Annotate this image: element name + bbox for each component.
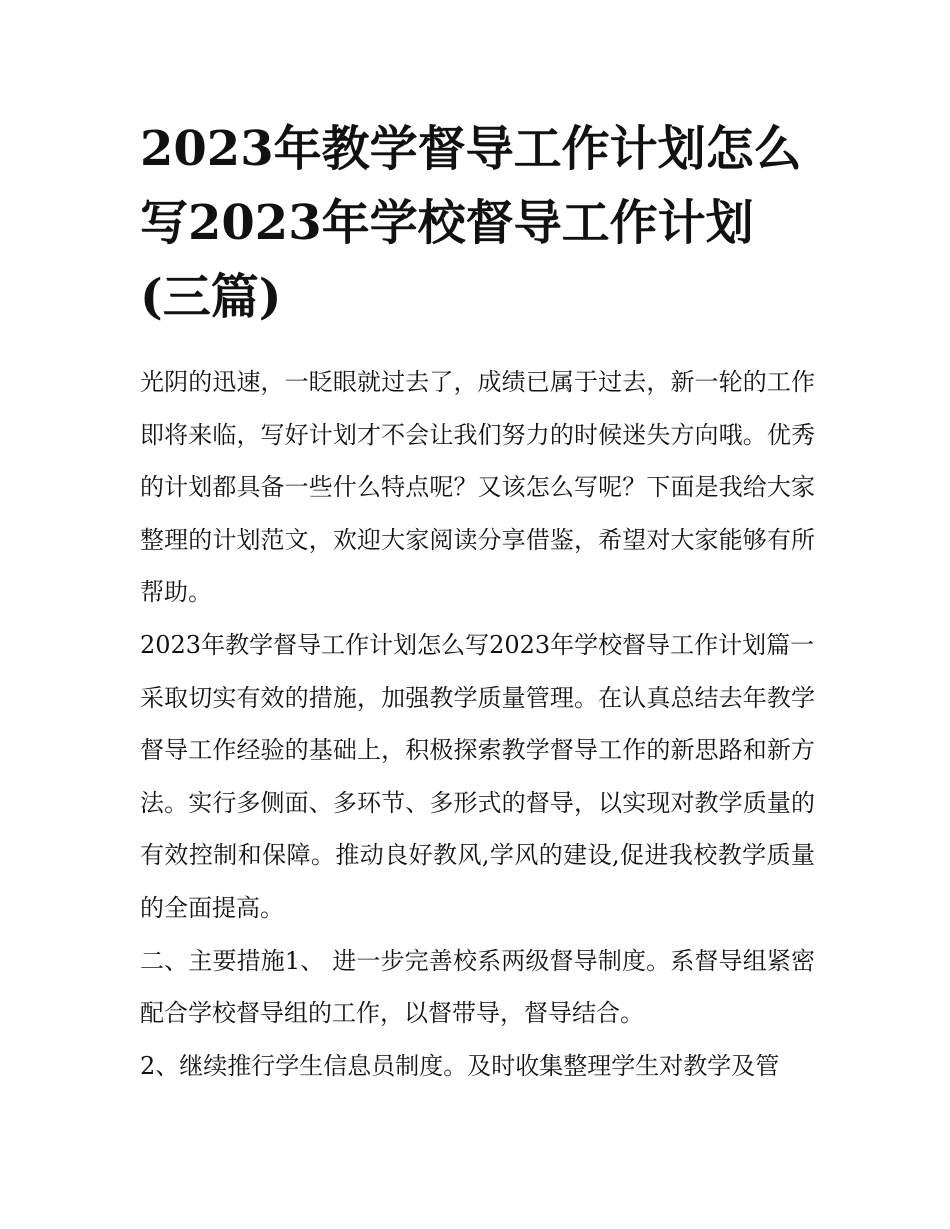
- measures-item-2: 2、继续推行学生信息员制度。及时收集整理学生对教学及管: [140, 1051, 780, 1080]
- document-title: 2023年教学督导工作计划怎么写2023年学校督导工作计划(三篇): [140, 121, 802, 325]
- body-paragraph: 采取切实有效的措施，加强教学质量管理。在认真总结去年教学督导工作经验的基础上，积极探索教学督导工作的新思路和新方法。实行多侧面、多环节、多形式的督导，以实现对教学质量的有效控制和保障。推动良好教风,学风的建设,促进我校教学质量的全面提高。: [140, 683, 815, 922]
- document-body: [140, 356, 815, 1092]
- section-heading: 2023年教学督导工作计划怎么写2023年学校督导工作计划篇一: [140, 630, 815, 659]
- measures-paragraph: 二、主要措施1、 进一步完善校系两级督导制度。系督导组紧密配合学校督导组的工作，以督带导，督导结合。: [140, 946, 815, 1028]
- intro-paragraph: 光阴的迅速，一眨眼就过去了，成绩已属于过去，新一轮的工作即将来临，写好计划才不会让我们努力的时候迷失方向哦。优秀的计划都具备一些什么特点呢？又该怎么写呢？下面是我给大家整理的计划范文，欢迎大家阅读分享借鉴，希望对大家能够有所帮助。: [140, 368, 815, 607]
